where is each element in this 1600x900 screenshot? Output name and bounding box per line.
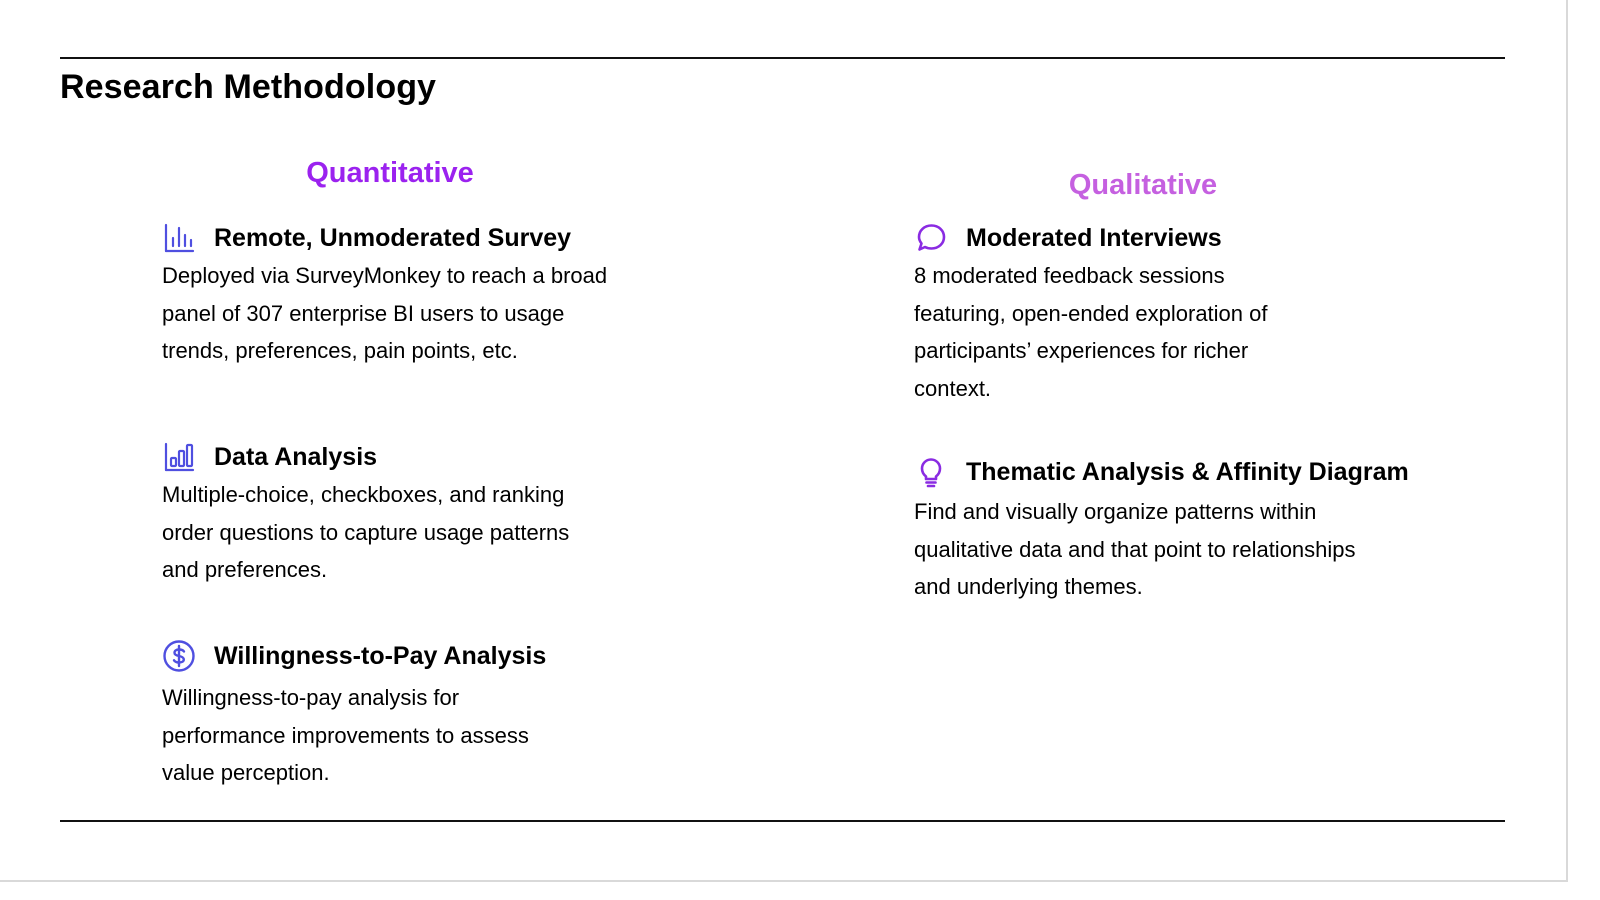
quantitative-heading: Quantitative <box>306 157 474 189</box>
item-description: Multiple-choice, checkboxes, and ranking order questions to capture usage patterns and preferences. <box>162 482 570 582</box>
item-description: Find and visually organize patterns within qualitative data and that point to relationships and underlying themes. <box>914 499 1356 599</box>
page-title: Research Methodology <box>60 68 437 106</box>
column-chart-icon <box>162 440 196 474</box>
bottom-divider <box>60 820 1505 822</box>
item-title: Moderated Interviews <box>966 223 1222 252</box>
bar-chart-icon <box>162 221 196 255</box>
item-title: Willingness-to-Pay Analysis <box>214 641 547 670</box>
dollar-circle-icon <box>162 639 196 673</box>
quant-item-data-analysis <box>162 440 612 589</box>
qual-item-thematic-analysis <box>914 455 1409 606</box>
lightbulb-icon <box>914 455 948 489</box>
top-divider <box>60 57 1505 59</box>
item-title: Remote, Unmoderated Survey <box>214 223 572 252</box>
item-description: Willingness-to-pay analysis for performance improvements to assess value perception. <box>162 685 529 785</box>
quant-item-survey <box>162 221 612 370</box>
item-description: Deployed via SurveyMonkey to reach a broad panel of 307 enterprise BI users to usage trends, preferences, pain points, etc. <box>162 263 608 363</box>
item-title: Thematic Analysis & Affinity Diagram <box>966 457 1409 486</box>
quant-item-willingness-to-pay <box>162 639 582 792</box>
qualitative-heading: Qualitative <box>1068 169 1218 201</box>
chat-bubble-icon <box>914 221 948 255</box>
item-title: Data Analysis <box>214 442 378 471</box>
qual-item-interviews <box>914 221 1314 407</box>
item-description: 8 moderated feedback sessions featuring, open-ended exploration of participants’ experiences for richer context. <box>914 263 1268 401</box>
